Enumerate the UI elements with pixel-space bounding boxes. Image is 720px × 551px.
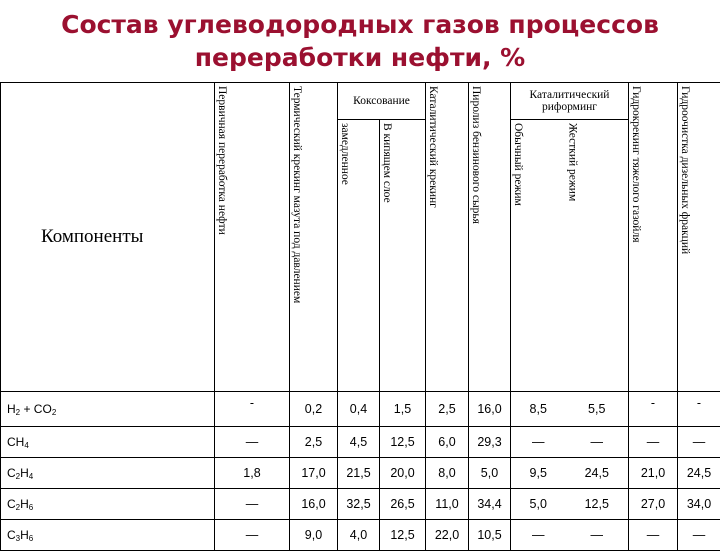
component-text: + CO	[20, 402, 52, 416]
table-row	[1, 392, 720, 427]
value-cell: —	[678, 427, 720, 458]
value-cell: 2,5	[426, 392, 469, 427]
value-cell: 8,5	[511, 392, 566, 427]
title-line-2: переработки нефти, %	[0, 41, 720, 74]
value-cell: 10,5	[469, 520, 511, 551]
col-catalytic-cracking: Каталитический крекинг	[426, 83, 469, 392]
value-cell: 16,0	[290, 489, 338, 520]
col-coking-delayed: замедленное	[338, 120, 380, 392]
component-name	[1, 520, 215, 551]
value-cell: 22,0	[426, 520, 469, 551]
value-cell: -	[678, 392, 720, 427]
value-cell: 34,0	[678, 489, 720, 520]
value-cell: 8,0	[426, 458, 469, 489]
value-cell: —	[215, 489, 290, 520]
table-row	[1, 458, 720, 489]
value-cell: 4,0	[338, 520, 380, 551]
value-cell: —	[215, 520, 290, 551]
value-cell: 29,3	[469, 427, 511, 458]
value-cell: 0,4	[338, 392, 380, 427]
component-subscript: 4	[29, 472, 33, 481]
component-name	[1, 489, 215, 520]
value-cell: 5,0	[469, 458, 511, 489]
component-name	[1, 427, 215, 458]
value-cell: 0,2	[290, 392, 338, 427]
component-subscript: 2	[16, 408, 20, 417]
value-cell: 12,5	[380, 520, 426, 551]
value-cell: 16,0	[469, 392, 511, 427]
value-cell: —	[678, 520, 720, 551]
col-group-reforming: Каталитический риформинг	[511, 83, 629, 120]
col-coking-fluid: В кипящем слое	[380, 120, 426, 392]
value-cell: 1,5	[380, 392, 426, 427]
value-cell: 34,4	[469, 489, 511, 520]
value-cell: —	[215, 427, 290, 458]
value-cell: 1,8	[215, 458, 290, 489]
component-text: CH	[7, 435, 24, 449]
value-cell: 11,0	[426, 489, 469, 520]
value-cell: 5,5	[566, 392, 629, 427]
component-subscript: 2	[16, 503, 20, 512]
component-text: C	[7, 528, 16, 542]
value-cell: —	[566, 520, 629, 551]
component-name	[1, 392, 215, 427]
component-text: C	[7, 497, 16, 511]
value-cell: 20,0	[380, 458, 426, 489]
col-pyrolysis: Пиролиз бензинового сырья	[469, 83, 511, 392]
value-cell: 9,0	[290, 520, 338, 551]
component-subscript: 4	[24, 441, 28, 450]
value-cell: 32,5	[338, 489, 380, 520]
value-cell: 4,5	[338, 427, 380, 458]
value-cell: 12,5	[566, 489, 629, 520]
value-cell: 17,0	[290, 458, 338, 489]
component-text: H	[7, 402, 16, 416]
value-cell: 24,5	[566, 458, 629, 489]
component-name	[1, 458, 215, 489]
col-hydrocracking: Гидрокрекинг тяжелого газойля	[629, 83, 678, 392]
component-subscript: 6	[29, 503, 33, 512]
value-cell: —	[629, 520, 678, 551]
value-cell: 27,0	[629, 489, 678, 520]
value-cell: 6,0	[426, 427, 469, 458]
value-cell: —	[511, 520, 566, 551]
component-subscript: 2	[52, 408, 56, 417]
table-row	[1, 489, 720, 520]
col-thermal-cracking: Термический крекинг мазута под давлением	[290, 83, 338, 392]
col-primary-processing: Первичная переработка нефти	[215, 83, 290, 392]
gas-composition-table	[0, 82, 720, 551]
component-subscript: 3	[16, 534, 20, 543]
value-cell: 26,5	[380, 489, 426, 520]
components-header: Компоненты	[1, 83, 215, 392]
value-cell: —	[629, 427, 678, 458]
component-text: C	[7, 466, 16, 480]
component-subscript: 6	[29, 534, 33, 543]
table-row	[1, 520, 720, 551]
title-line-1: Состав углеводородных газов процессов	[0, 8, 720, 41]
component-text: H	[20, 466, 29, 480]
value-cell: 21,5	[338, 458, 380, 489]
value-cell: —	[566, 427, 629, 458]
component-text: H	[20, 497, 29, 511]
value-cell: -	[629, 392, 678, 427]
slide-title	[0, 8, 720, 74]
col-group-coking: Коксование	[338, 83, 426, 120]
value-cell: 12,5	[380, 427, 426, 458]
component-subscript: 2	[16, 472, 20, 481]
value-cell: -	[215, 392, 290, 427]
table-row	[1, 427, 720, 458]
col-reforming-hard: Жесткий режим	[566, 120, 629, 392]
value-cell: 2,5	[290, 427, 338, 458]
col-reforming-normal: Обычный режим	[511, 120, 566, 392]
value-cell: 21,0	[629, 458, 678, 489]
value-cell: 9,5	[511, 458, 566, 489]
col-hydrotreating: Гидроочистка дизельных фракций	[678, 83, 720, 392]
component-text: H	[20, 528, 29, 542]
value-cell: 24,5	[678, 458, 720, 489]
value-cell: —	[511, 427, 566, 458]
value-cell: 5,0	[511, 489, 566, 520]
